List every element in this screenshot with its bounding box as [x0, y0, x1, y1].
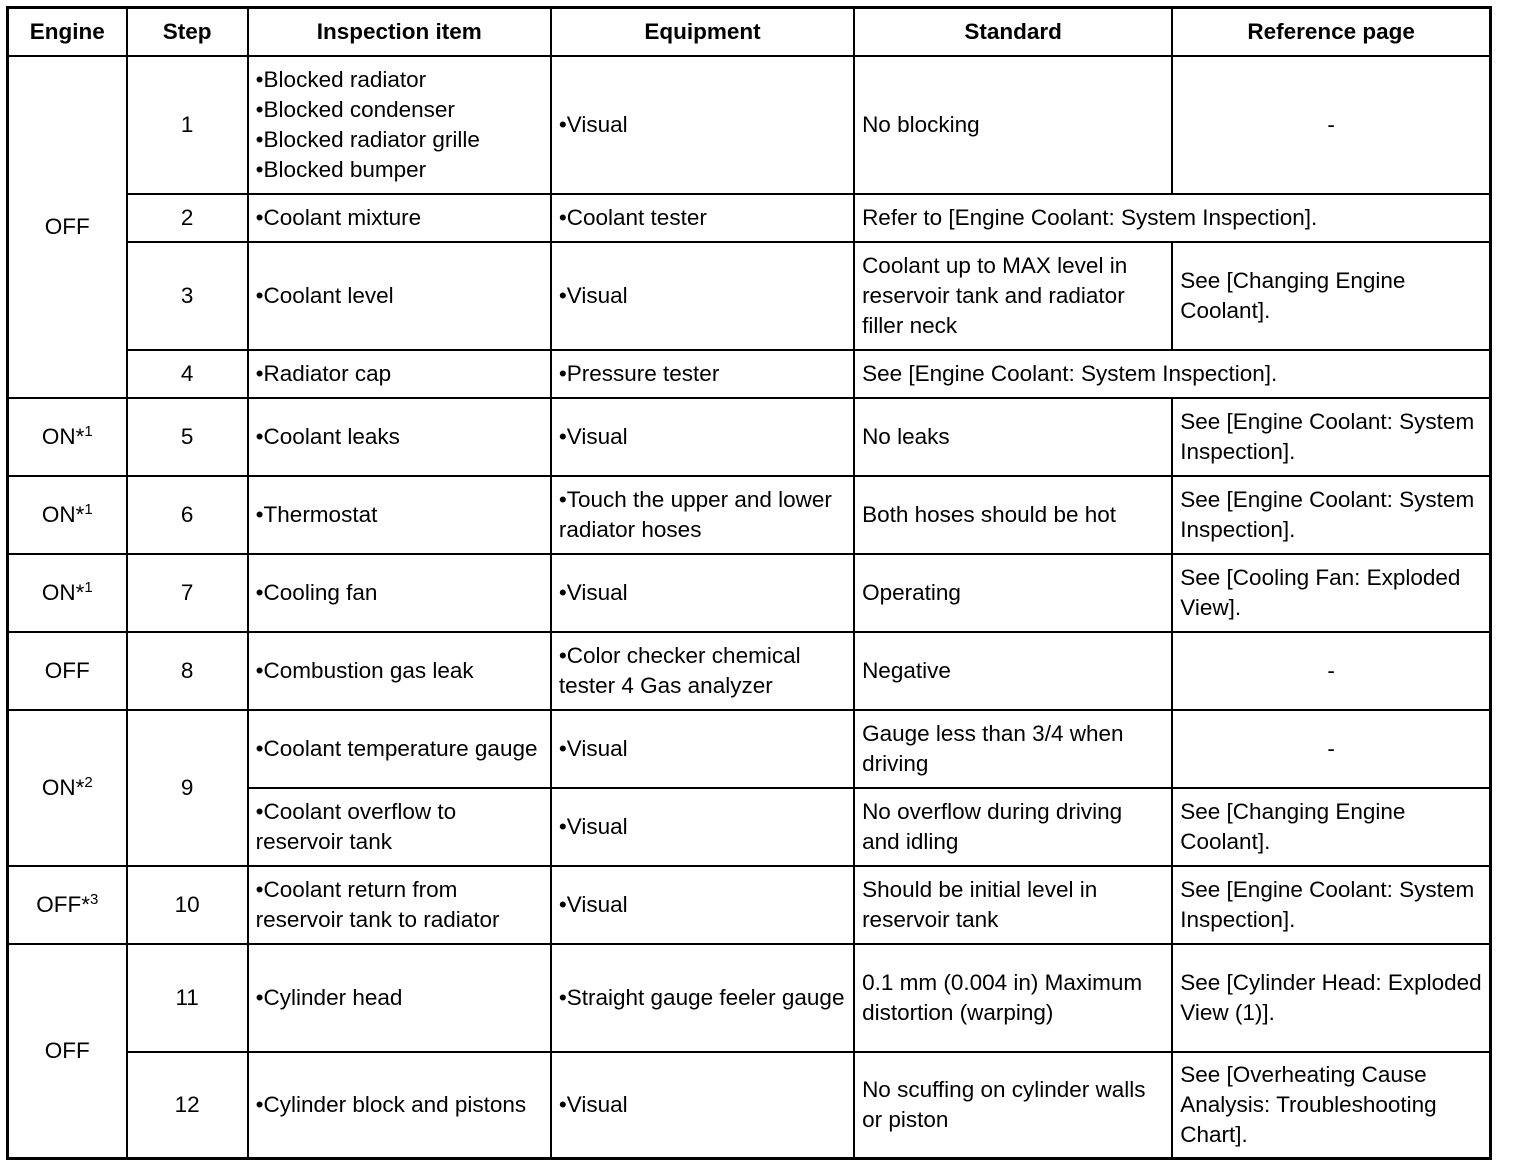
table-row	[8, 476, 1491, 554]
standard-cell: No leaks	[854, 398, 1172, 476]
inspection-item-cell: • Coolant temperature gauge	[248, 710, 551, 788]
equipment-cell: • Visual	[551, 56, 854, 194]
equipment-cell: • Straight gauge feeler gauge	[551, 944, 854, 1052]
engine-cell: ON*$^1$	[8, 554, 127, 632]
standard-cell: Both hoses should be hot	[854, 476, 1172, 554]
step-cell: 3	[127, 242, 248, 350]
step-cell: 12	[127, 1052, 248, 1158]
step-cell: 5	[127, 398, 248, 476]
step-cell: 2	[127, 194, 248, 242]
header-engine: Engine	[8, 8, 127, 57]
equipment-cell: • Visual	[551, 710, 854, 788]
header-equipment: Equipment	[551, 8, 854, 57]
step-cell: 1	[127, 56, 248, 194]
header-step: Step	[127, 8, 248, 57]
table-row	[8, 866, 1491, 944]
table-row	[8, 350, 1491, 398]
inspection-item-cell: • Coolant leaks	[248, 398, 551, 476]
list-item: • Blocked condenser	[256, 95, 543, 125]
equipment-cell: • Pressure tester	[551, 350, 854, 398]
engine-cell: OFF	[8, 56, 127, 398]
equipment-cell: • Visual	[551, 242, 854, 350]
footnote-marker: 3	[89, 891, 99, 908]
header-row	[8, 8, 1491, 57]
footnote-marker: 1	[84, 579, 93, 596]
standard-cell: Should be initial level in reservoir tank	[854, 866, 1172, 944]
standard-cell: 0.1 mm (0.004 in) Maximum distortion (warping)	[854, 944, 1172, 1052]
standard-cell: Coolant up to MAX level in reservoir tank and radiator filler neck	[854, 242, 1172, 350]
step-cell: 7	[127, 554, 248, 632]
inspection-item-cell: • Coolant level	[248, 242, 551, 350]
reference-cell: See [Overheating Cause Analysis: Troubleshooting Chart].	[1172, 1052, 1490, 1158]
standard-cell: Negative	[854, 632, 1172, 710]
inspection-item-cell: • Coolant return from reservoir tank to radiator	[248, 866, 551, 944]
step-cell: 10	[127, 866, 248, 944]
reference-cell: -	[1172, 632, 1490, 710]
table-row	[8, 56, 1491, 194]
table-row	[8, 398, 1491, 476]
step-cell: 4	[127, 350, 248, 398]
reference-cell: See [Changing Engine Coolant].	[1172, 242, 1490, 350]
footnote-marker: 1	[84, 501, 93, 518]
engine-cell: OFF	[8, 632, 127, 710]
standard-cell: Gauge less than 3/4 when driving	[854, 710, 1172, 788]
inspection-item-cell: • Cylinder block and pistons	[248, 1052, 551, 1158]
reference-cell: -	[1172, 710, 1490, 788]
equipment-cell: • Visual	[551, 398, 854, 476]
equipment-cell: • Coolant tester	[551, 194, 854, 242]
footnote-marker: 1	[84, 423, 93, 440]
table-row	[8, 632, 1491, 710]
header-inspection-item: Inspection item	[248, 8, 551, 57]
reference-cell: See [Engine Coolant: System Inspection].	[1172, 398, 1490, 476]
engine-cell: ON*$^1$	[8, 476, 127, 554]
inspection-item-cell: • Thermostat	[248, 476, 551, 554]
equipment-cell: • Visual	[551, 1052, 854, 1158]
list-item: • Blocked bumper	[256, 155, 543, 185]
reference-cell: See [Changing Engine Coolant].	[1172, 788, 1490, 866]
step-cell: 11	[127, 944, 248, 1052]
header-reference-page: Reference page	[1172, 8, 1490, 57]
equipment-cell: • Visual	[551, 866, 854, 944]
engine-cell: OFF	[8, 944, 127, 1158]
table-row	[8, 710, 1491, 788]
footnote-marker: 2	[84, 774, 93, 791]
engine-cell: ON*$^2$	[8, 710, 127, 866]
equipment-cell: • Visual	[551, 788, 854, 866]
inspection-item-cell: • Cooling fan	[248, 554, 551, 632]
inspection-item-cell: • Coolant overflow to reservoir tank	[248, 788, 551, 866]
reference-cell: See [Engine Coolant: System Inspection].	[1172, 866, 1490, 944]
step-cell: 6	[127, 476, 248, 554]
inspection-item-cell: • Coolant mixture	[248, 194, 551, 242]
standard-reference-cell: Refer to [Engine Coolant: System Inspection].	[854, 194, 1490, 242]
equipment-cell: • Touch the upper and lower radiator hoses	[551, 476, 854, 554]
list-item: • Blocked radiator grille	[256, 125, 543, 155]
standard-cell: No scuffing on cylinder walls or piston	[854, 1052, 1172, 1158]
table-row	[8, 944, 1491, 1052]
equipment-cell: • Visual	[551, 554, 854, 632]
standard-cell: No overflow during driving and idling	[854, 788, 1172, 866]
standard-cell: Operating	[854, 554, 1172, 632]
step-cell: 9	[127, 710, 248, 866]
engine-cell: OFF*$^3$	[8, 866, 127, 944]
standard-cell: No blocking	[854, 56, 1172, 194]
table-row	[8, 242, 1491, 350]
standard-reference-cell: See [Engine Coolant: System Inspection].	[854, 350, 1490, 398]
inspection-item-cell: • Cylinder head	[248, 944, 551, 1052]
inspection-table	[6, 6, 1492, 1160]
reference-cell: See [Cylinder Head: Exploded View (1)].	[1172, 944, 1490, 1052]
table-row	[8, 1052, 1491, 1158]
reference-cell: See [Engine Coolant: System Inspection].	[1172, 476, 1490, 554]
equipment-cell: • Color checker chemical tester 4 Gas analyzer	[551, 632, 854, 710]
table-row	[8, 194, 1491, 242]
reference-cell: -	[1172, 56, 1490, 194]
engine-cell: ON*$^1$	[8, 398, 127, 476]
step-cell: 8	[127, 632, 248, 710]
list-item: • Blocked radiator	[256, 65, 543, 95]
inspection-item-cell: • Combustion gas leak	[248, 632, 551, 710]
reference-cell: See [Cooling Fan: Exploded View].	[1172, 554, 1490, 632]
table-row	[8, 554, 1491, 632]
header-standard: Standard	[854, 8, 1172, 57]
inspection-item-cell: • Radiator cap	[248, 350, 551, 398]
inspection-item-cell	[248, 56, 551, 194]
